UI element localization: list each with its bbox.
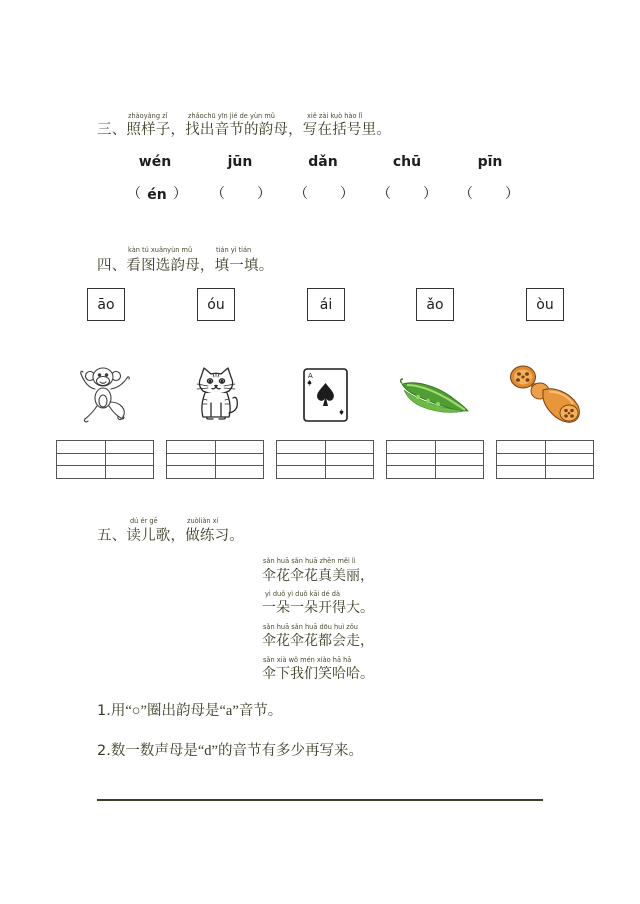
poem-pinyin: sǎn huā sǎn huā zhēn měi lì — [263, 557, 356, 565]
syllable: jūn — [227, 154, 253, 170]
bracket-right: ） — [505, 187, 519, 202]
bracket-left: （ — [294, 187, 308, 202]
question-text: 用“○”圈出韵母是“a”音节。 — [110, 703, 283, 719]
bracket-left: （ — [377, 187, 391, 202]
answer-bracket — [377, 186, 437, 204]
writing-grid — [56, 440, 154, 479]
bracket-right: ） — [423, 187, 437, 202]
writing-grid — [166, 440, 264, 479]
section-5-title: 五、读儿歌，做练习。 — [97, 528, 244, 544]
grid-divider — [325, 441, 326, 478]
bracket-left: （ — [211, 187, 225, 202]
section-3-title: 三、照样子，找出音节的韵母，写在括号里。 — [97, 122, 391, 138]
syllable: dǎn — [308, 154, 338, 170]
answer-bracket — [127, 186, 187, 204]
final-option-box: ái — [307, 288, 345, 321]
syllable: wén — [138, 154, 172, 170]
question-1 — [97, 702, 282, 720]
lotus-root-icon — [507, 364, 583, 426]
writing-grid — [496, 440, 594, 479]
card-rank: A — [308, 372, 313, 380]
poem-line: 一朵一朵开得大。 — [262, 601, 374, 616]
title-pinyin: xiě zài kuò hào lǐ — [307, 112, 363, 120]
bracket-left: （ — [127, 187, 141, 202]
answer-value: én — [147, 187, 167, 203]
bracket-right: ） — [340, 187, 354, 202]
grid-divider — [215, 441, 216, 478]
title-pinyin: zhǎochū yīn jié de yùn mǔ — [188, 112, 275, 120]
poem-line: 伞下我们笑哈哈。 — [262, 667, 374, 682]
answer-bracket — [459, 186, 519, 204]
title-pinyin: kàn tú xuǎnyùn mǔ — [128, 246, 193, 254]
section-4-title: 四、看图选韵母，填一填。 — [97, 258, 274, 274]
title-pinyin: dú ér gē — [130, 517, 158, 525]
writing-grid — [276, 440, 374, 479]
answer-bracket — [211, 186, 271, 204]
poem-pinyin: sǎn huā sǎn huā dōu huì zǒu — [263, 623, 358, 631]
poem-line: 伞花伞花都会走， — [262, 634, 374, 649]
final-option-box: āo — [87, 288, 125, 321]
grid-divider — [545, 441, 546, 478]
cat-icon — [191, 366, 241, 422]
grid-divider — [435, 441, 436, 478]
answer-line — [97, 799, 543, 801]
bracket-left: （ — [459, 187, 473, 202]
title-pinyin: zuòliàn xí — [187, 517, 219, 525]
answer-bracket — [294, 186, 354, 204]
grid-divider — [105, 441, 106, 478]
syllable: pīn — [477, 154, 503, 170]
spade-card-icon — [303, 368, 348, 422]
poem-line: 伞花伞花真美丽， — [262, 569, 374, 584]
final-option-box: ǎo — [416, 288, 454, 321]
bracket-right: ） — [173, 187, 187, 202]
poem-pinyin: sǎn xià wǒ mén xiào hā hā — [263, 656, 352, 664]
bracket-right: ） — [257, 187, 271, 202]
poem-pinyin: yì duǒ yì duǒ kāi dé dà — [265, 590, 341, 598]
question-2 — [97, 742, 363, 760]
final-option-box: óu — [197, 288, 235, 321]
question-number: 1. — [97, 703, 111, 719]
pea-pod-icon — [398, 377, 470, 415]
monkey-icon — [77, 364, 133, 426]
writing-grid — [386, 440, 484, 479]
question-text: 数一数声母是“d”的音节有多少再写来。 — [110, 743, 363, 759]
syllable: chū — [392, 154, 422, 170]
question-number: 2. — [97, 743, 111, 759]
title-pinyin: zhàoyàng zǐ — [128, 112, 168, 120]
final-option-box: òu — [526, 288, 564, 321]
title-pinyin: tián yì tián — [216, 246, 252, 254]
